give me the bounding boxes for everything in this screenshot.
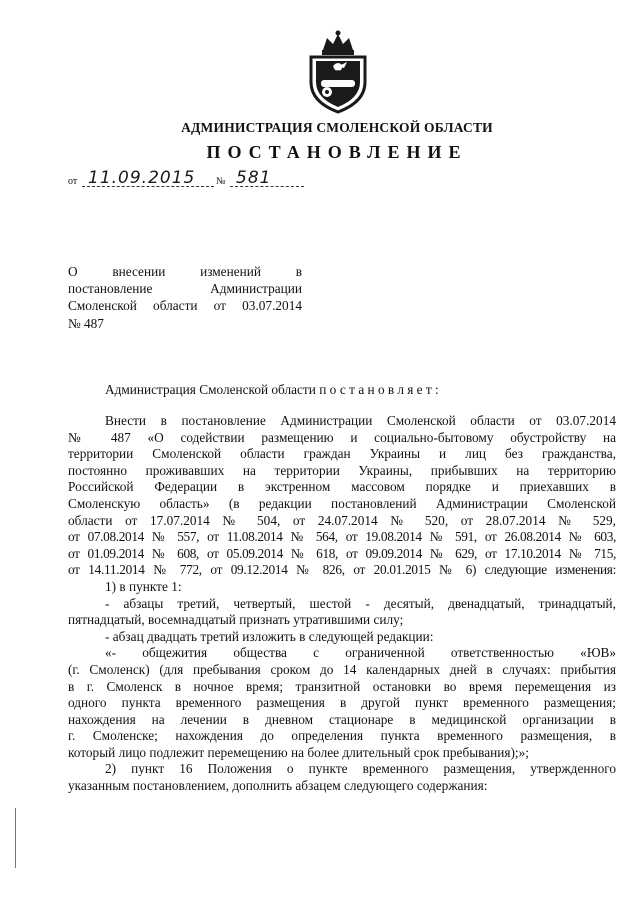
body-line: постоянно проживавших на территории Украины, прибывших на территорию	[68, 462, 616, 478]
body-line: указанным постановлением, дополнить абзацем следующего содержания:	[68, 778, 488, 794]
body-line: пятнадцатый, восемнадцатый признать утратившими силу;	[68, 612, 404, 628]
body-line: Российской Федерации в экстренном массовом порядке и приехавших в	[68, 479, 616, 495]
body-line: - абзац двадцать третий изложить в следующей редакции:	[105, 628, 434, 644]
scan-margin-mark	[15, 808, 16, 868]
subject-line: Смоленской области от 03.07.2014	[68, 298, 302, 314]
body-line: 1) в пункте 1:	[105, 578, 182, 594]
subject-line: О внесении изменений в	[68, 264, 302, 279]
lead-spaced-word: постановляет:	[319, 382, 442, 397]
document-subject	[68, 263, 302, 332]
body-line: - абзацы третий, четвертый, шестой - десятый, двенадцатый, тринадцатый,	[105, 595, 616, 611]
handwritten-number: 581	[236, 168, 272, 188]
body-line: (г. Смоленск) (для пребывания сроком до 14 календарных дней в случаях: прибытия	[68, 661, 616, 677]
document-body	[68, 413, 616, 795]
body-line: одного пункта временного размещения в другой пункт временного размещения;	[68, 695, 616, 711]
body-line: в г. Смоленск в ночное время; транзитной остановки во время перемещения из	[68, 678, 616, 694]
lead-sentence	[105, 381, 442, 398]
body-line: нахождения на лечении в дневном стационаре в медицинской организации в	[68, 711, 616, 727]
number-prefix: №	[216, 176, 226, 187]
body-line: «- общежития общества с ограниченной ответственностью «ЮВ»	[105, 645, 616, 661]
body-line: от 01.09.2014 № 608, от 05.09.2014 № 618, от 09.09.2014 № 629, от 17.10.2014 № 715,	[68, 545, 616, 561]
body-line: г. Смоленске; нахождения до определения пункта временного размещения, в	[68, 728, 616, 744]
handwritten-date: 11.09.2015	[88, 168, 196, 188]
date-prefix: от	[68, 176, 78, 187]
subject-line: № 487	[68, 315, 104, 331]
document-type-title: ПОСТАНОВЛЕНИЕ	[206, 142, 468, 162]
body-line: Смоленскую область» (в редакции постановлений Администрации Смоленской	[68, 495, 616, 511]
coat-of-arms-emblem	[303, 30, 373, 114]
organization-title: АДМИНИСТРАЦИЯ СМОЛЕНСКОЙ ОБЛАСТИ	[181, 120, 493, 135]
body-line: от 07.08.2014 № 557, от 11.08.2014 № 564, от 19.08.2014 № 591, от 26.08.2014 № 603,	[68, 529, 616, 545]
body-line: территории Смоленской области граждан Украины и лиц без гражданства,	[68, 446, 616, 462]
subject-line: постановление Администрации	[68, 281, 302, 297]
body-line: № 487 «О содействии размещению и социально-бытовому обустройству на	[68, 429, 616, 445]
lead-text: Администрация Смоленской области	[105, 382, 320, 397]
body-line: области от 17.07.2014 № 504, от 24.07.2014 № 520, от 28.07.2014 № 529,	[68, 512, 616, 528]
body-line: Внести в постановление Администрации Смоленской области от 03.07.2014	[105, 413, 616, 428]
body-line: 2) пункт 16 Положения о пункте временного размещения, утвержденного	[105, 761, 616, 777]
date-number-line	[68, 168, 308, 190]
body-line: от 14.11.2014 № 772, от 09.12.2014 № 826, от 20.01.2015 № 6) следующие изменения:	[68, 562, 616, 578]
body-line: который лицо подлежит перемещению на более длительный срок пребывания);»;	[68, 744, 529, 760]
